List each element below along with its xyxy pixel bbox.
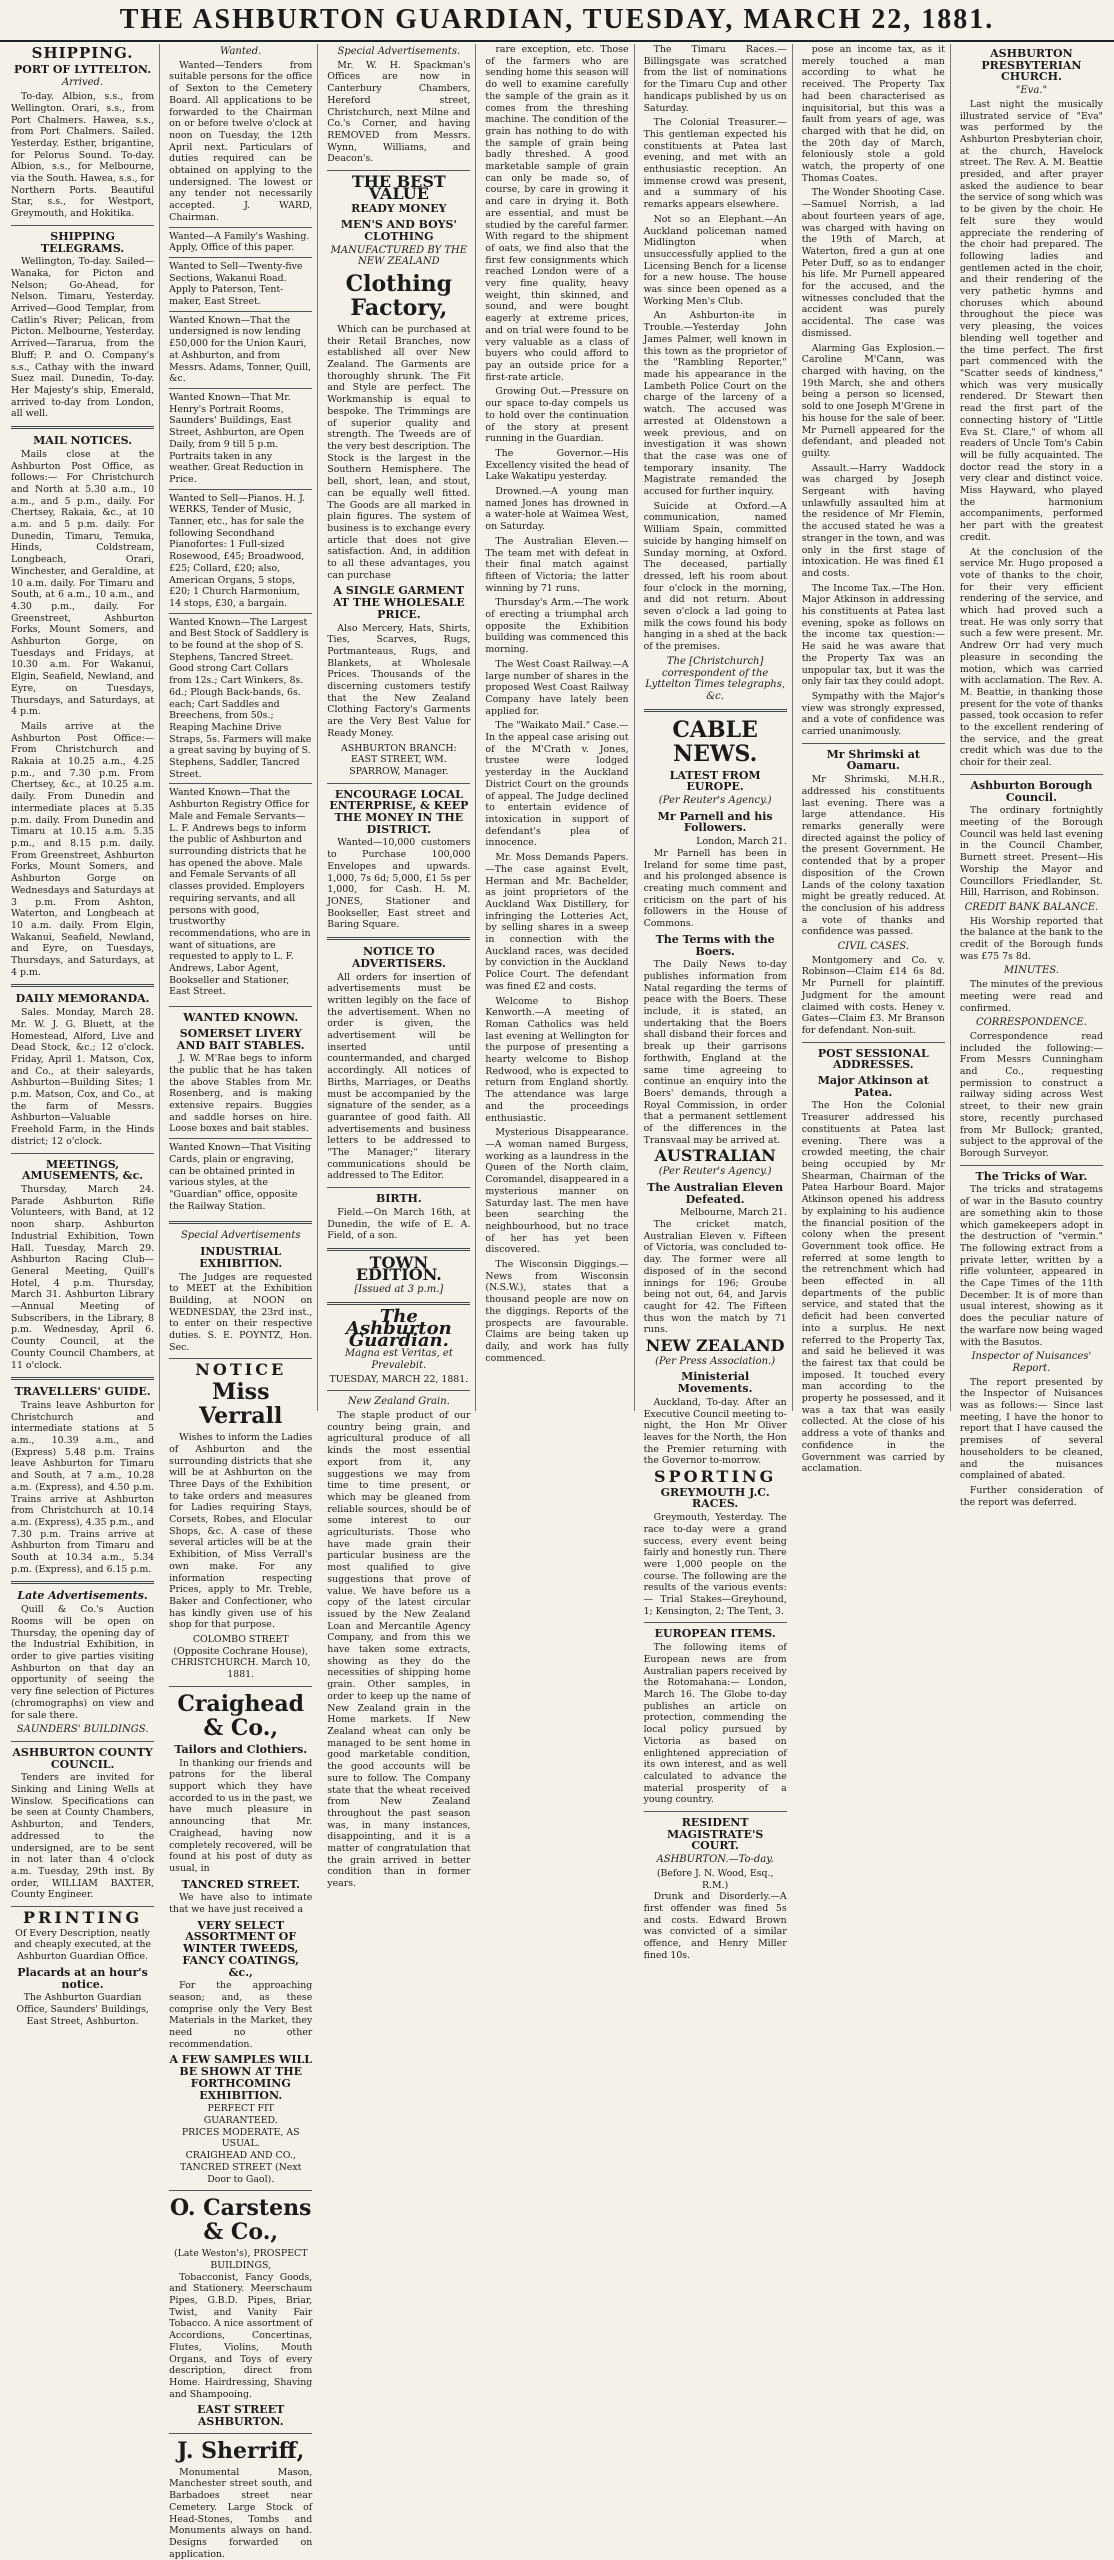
memoranda-text: Sales. Monday, March 28. Mr. W. J. G. Bluett, at the Homestead, Alford, Live and Dead Stock, &c.; 12 o'clock. Friday, April 1. Matson, Cox, and Co., at their saleyards, Ashburton—Building Sites; 1 p.m. Matson, Cox, and Co., at the farm of Messrs. Ashburton—Valuable Freehold Farm, in the Hinds district; 12 o'clock. (11, 1007, 155, 1147)
column-3 (322, 44, 476, 1890)
town-edition-heading: TOWN EDITION. (355, 1252, 442, 1284)
encourage-text: Wanted—10,000 customers to Purchase 100,000 Envelopes and upwards. 1,000, 7s 6d; 5,000, £1 5s per 1,000, for Cash. H. M. JONES, Stationer and Bookseller, East street and Baring Square. (327, 837, 471, 931)
meetings-text: Thursday, March 24. Parade Ashburton Rifle Volunteers, with Band, at 12 noon sharp. Ashburton Industrial Exhibition, Town Hall. Tuesday, March 29. Ashburton Racing Club—General Meeting, Quill's Hotel, 4 p.m. Thursday, March 31. Ashburton Library—Annual Meeting of Subscribers, in the Library, 8 p.m. Wednesday, April 6. County Council, at the County Council Chambers, at 11 o'clock. (11, 1183, 155, 1371)
atkinson-text: The Hon the Colonial Treasurer addressed his constituents at Patea last evening. There was a crowded meeting, the chair being occupied by Mr Shearman, Chairman of the Patea Harbour Board. Major Atkinson opened his address by explaining to his audience the financial position of the colony when the present Government took office. He referred at some length to the retrenchment which had been effected in all departments of the public service, and stated that the deficit had been converted into a surplus. He next referred to the Property Tax, and said he believed it was the fairest tax that could be imposed. It touched every man according to the property he possessed, and it was a tax that was easily collected. At the close of his address a vote of thanks and confidence in the Government was carried by acclamation. (801, 1100, 945, 1475)
nz-heading: NEW ZEALAND (645, 1336, 785, 1356)
divider (644, 1622, 787, 1623)
printing-heading: PRINTING (23, 1908, 143, 1928)
eleven-text: The cricket match, Australian Eleven v. Fifteen of Victoria, was concluded to-day. The former were all disposed of in the second innings for 196; Groube being not out, 64, and Jarvis caught for 42. The Fifteen thus won the match by 71 runs. (643, 1218, 787, 1336)
ministerial-heading: Ministerial Movements. (677, 1370, 753, 1396)
sessional-heading: POST SESSIONAL ADDRESSES. (817, 1046, 929, 1072)
church-heading: ASHBURTON PRESBYTERIAN CHURCH. (981, 47, 1082, 84)
factory-heading: Clothing Factory, (345, 270, 453, 321)
industrial-heading: INDUSTRIAL EXHIBITION. (199, 1245, 283, 1270)
australian-sub: (Per Reuter's Agency.) (658, 1166, 772, 1178)
birth-heading: BIRTH. (375, 1192, 422, 1206)
ready-money: READY MONEY (351, 202, 447, 216)
arrived-text: To-day. Albion, s.s., from Wellington. Orari, s.s., from Port Chalmers. Hawea, s.s., from Port Chalmers. Sailed. Yesterday. Esther, brigantine, for Pelorus Sound. To-day. Albion, s.s., for Melbourne, via the South. Hawea, s.s., for Northern Ports. Beautiful Star, s.s., for Westport, Greymouth, and Hokitika. (11, 91, 155, 220)
article-text: The Timaru Races.—Billingsgate was scratched from the list of nominations for the Timaru Cup and other handicaps published by us on Saturday. (643, 44, 787, 114)
minutes-text: The minutes of the previous meeting were read and confirmed. (959, 979, 1103, 1014)
carstens-sub: (Late Weston's), PROSPECT BUILDINGS, (173, 2248, 308, 2271)
travellers-heading: TRAVELLERS' GUIDE. (14, 1385, 151, 1399)
resident-text: Drunk and Disorderly.—A first offender was fined 5s and costs. Edward Brown was convicted of a similar offence, and Henry Miller fined 10s. (643, 1891, 787, 1961)
travellers-text: Trains leave Ashburton for Christchurch and intermediate stations at 5 a.m., 10.39 a.m., and (Express) 5.48 p.m. Trains leave Ashburton for Timaru and South, at 7 a.m., 10.28 a.m. (Express), and 4.50 p.m. Trains arrive at Ashburton from Christchurch at 10.14 a.m. (Express), 4.35 p.m., and 7.30 p.m. Trains arrive at Ashburton from Timaru and South at 10.34 a.m., 5.34 p.m. (Express), and 6.15 p.m. (11, 1399, 155, 1575)
divider (644, 709, 787, 712)
divider (327, 937, 470, 940)
council-text: Tenders are invited for Sinking and Lining Wells at Winslow. Specifications can be seen at County Chambers, Ashburton, and Tenders, addressed to the undersigned, are to be sent in not later than 4 o'clock a.m. Tuesday, 29th inst. By order, WILLIAM BAXTER, County Engineer. (11, 1772, 155, 1901)
verrall-heading: Miss Verrall (199, 1379, 283, 1430)
nz-sub: (Per Press Association.) (655, 1355, 776, 1367)
divider (327, 1248, 470, 1251)
shrimski-heading: Mr Shrimski at Oamaru. (826, 747, 920, 773)
correspondence-text: Correspondence read included the following:— From Messrs Cunningham and Co., requesting permission to construct a railway siding across West street, to their new grain store, recently purchased from Mr Bullock; granted, subject to the approval of the Borough Surveyor. (959, 1030, 1103, 1159)
eva-text-2: At the conclusion of the service Mr. Hugo proposed a vote of thanks to the choir, for their very efficient rendering of the service, and which had proved such a treat. He was only sorry that such a few were present. Mr. Andrew Orr had very much pleasure in seconding the motion, which was carried with acclamation. The Rev. A. M. Beattie, in thanking those present for the vote of thanks passed, took occasion to refer to the excellent rendering of the service, and the great credit which was due to the choir for their zeal. (959, 546, 1103, 769)
divider (11, 1906, 154, 1907)
column-2 (164, 44, 318, 2560)
divider (169, 2433, 312, 2434)
parnell-heading: Mr Parnell and his Followers. (657, 809, 773, 835)
notice-heading: NOTICE TO ADVERTISERS. (351, 945, 446, 970)
samples-text: A FEW SAMPLES WILL BE SHOWN AT THE FORTHCOMING EXHIBITION. (169, 2053, 312, 2102)
article-text: Mr. Moss Demands Papers.—The case against Evelt, Herman and Mr. Bachelder, as joint proprietors of the Auckland Wax Distillery, for infringing the Lotteries Act, by selling shares in a sweep in connection with the Auckland races, was decided by conviction in the Auckland Police Court. The defendant was fined £2 and costs. (485, 852, 629, 992)
craighead-sub: Tailors and Clothiers. (174, 1742, 308, 1756)
article-text: Alarming Gas Explosion.—Caroline M'Cann, was charged with having, on the 19th March, she and others being a person so licensed, sold to one Joseph M'Grene in his house for the sale of beer. Mr Purnell appeared for the defendant, and pleaded not guilty. (801, 342, 945, 459)
single-text: Also Mercery, Hats, Shirts, Ties, Scarves, Rugs, Portmanteaus, Rugs, and Blankets, at Wholesale Prices. Thousands of the discerning customers testify that the New Zealand Clothing Factory's Garments are the Very Best Value for Ready Money. (327, 622, 471, 739)
eleven-date: Melbourne, March 21. (679, 1207, 787, 1219)
spackman-text: Mr. W. H. Spackman's Offices are now in Canterbury Chambers, Hereford street, Christchurch, next Milne and Co.'s Corner, and having REMOVED from Messrs. Wynn, Williams, and Deacon's. (327, 59, 471, 165)
assortment-text: For the approaching season; and, as these comprise only the Very Best Materials in the Market, they need no other recommendation. (169, 1980, 313, 2050)
mens-clothing: MEN'S AND BOYS' CLOTHING (340, 218, 457, 243)
printing-text: Of Every Description, neatly and cheaply executed, at the Ashburton Guardian Office. (14, 1927, 152, 1963)
divider (327, 1187, 470, 1188)
telegrams-text: Wellington, To-day. Sailed—Wanaka, for Picton and Nelson; Go-Ahead, for Nelson. Timaru, Yesterday. Arrived—Good Templar, from Catlin's River; Pelican, from Picton. Melbourne, Yesterday. Arrived—Tararua, from the Bluff; P. and O. Company's s.s., Cathay with the inward Suez mail. Dunedin, To-day. Her Majesty's ship, Emerald, arrived to-day from London, all well. (11, 256, 155, 420)
masthead: THE ASHBURTON GUARDIAN, TUESDAY, MARCH 22, 1881. (0, 0, 1114, 42)
ad-visiting-cards: Wanted Known—That Visiting Cards, plain or engraving, can be obtained printed in various styles, at the "Guardian" office, opposite the Railway Station. (169, 1138, 312, 1215)
mail-text: Mails close at the Ashburton Post Office, as follows:— For Christchurch and North at 5.30 a.m., 10 a.m., and 5 p.m., daily. For Chertsey, Rakaia, &c., at 10 a.m. and 5 p.m. daily. For Dunedin, Timaru, Temuka, Hinds, Coldstream, Longbeach, Orari, Winchester, and Geraldine, at 10 a.m. daily. For Timaru and South, at 6 a.m., 10 a.m., and 4.30 p.m., daily. For Greenstreet, Ashburton Forks, Mount Somers, and Ashburton Gorge, on Tuesdays and Fridays, at 10.30 a.m. For Wakanui, Elgin, Seafield, Newland, and Eyre, on Tuesdays, Thursdays, and Saturdays, at 4 p.m. (11, 448, 155, 718)
divider (11, 984, 154, 987)
article-text: pose an income tax, as it merely touched a man according to what he received. The Property Tax had been characterised as inquisitorial, but this was a fault from years of age, was charged with that he did, on the 20th day of March, feloniously stole a gold watch, the property of one Thomas Coates. (801, 44, 945, 184)
verrall-text: Wishes to inform the Ladies of Ashburton and the surrounding districts that she will be at Ashburton on the Three Days of the Exhibition to take orders and measures for Ladies requiring Stays, Corsets, Robes, and Elocular Shops, &c. A case of these several articles will be at the Exhibition, of Miss Verrall's own make. For any information respecting Prices, apply to Mr. Treble, Baker and Confectioner, who has kindly given use of his shop for that purpose. (169, 1432, 313, 1631)
parnell-date: London, March 21. (696, 836, 787, 848)
late-heading: Late Advertisements. (17, 1589, 148, 1603)
columns (6, 44, 1108, 2560)
special-heading: Special Advertisements (180, 1230, 301, 1242)
carstens-address: EAST STREET ASHBURTON. (197, 2403, 285, 2429)
assortment-heading: VERY SELECT ASSORTMENT OF WINTER TWEEDS, FANCY COATINGS, &c., (182, 1918, 300, 1979)
divider (802, 1042, 945, 1043)
notice-heading: NOTICE (195, 1360, 287, 1380)
best-value-heading: THE BEST VALUE (351, 172, 446, 203)
divider (327, 1302, 470, 1305)
town-edition-sub: [Issued at 3 p.m.] (354, 1284, 444, 1296)
divider (644, 1811, 787, 1812)
ministerial-text: Auckland, To-day. After an Executive Council meeting to-night, the Hon Mr Oliver leaves for the North, the Hon the Premier returning with the Governor to-morrow. (643, 1396, 787, 1467)
council-heading: ASHBURTON COUNTY COUNCIL. (12, 1745, 153, 1771)
article-text: The Income Tax.—The Hon. Major Atkinson in addressing his constituents at Patea last evening, spoke as follows on the income tax question:— He said he was aware that the Property Tax was an unpopular tax, but it was the only fair tax they could adopt. (801, 582, 945, 688)
australian-heading: AUSTRALIAN (654, 1146, 776, 1166)
craighead-heading: Craighead & Co., (177, 1690, 305, 1741)
article-text: rare exception, etc. Those of the farmers who are sending home this season will do well to examine carefully the sample of the grain as it comes from the threshing machine. The condition of the grain has nothing to do with the sample of grain being badly threshed. A good marketable sample of grain can only be made so, of course, by care in growing it and care in drying it. Both are essential, and must be studied by the careful farmer. With regard to the shipment of oats, we find also that the first few consignments which reached London were of a very fine quality, heavy weight, thin skinned, and sound, and were bought eagerly at extreme prices, and on trial were found to be very valuable as a class of buyers who could afford to pay an outside price for a first-rate article. (485, 44, 629, 383)
livery-text: J. W. M'Rae begs to inform the public that he has taken the above Stables from Mr. Rosenberg, and is making extensive repairs. Buggies and saddle horses on hire. Loose boxes and bait stables. (169, 1053, 313, 1135)
ad-wanted-known-1: Wanted Known—That the undersigned is now lending £50,000 for the Union Kauri, at Ashburton, and from Messrs. Adams, Tonner, Quill, &c. (169, 311, 312, 388)
arrived-heading: Arrived. (62, 77, 104, 89)
civil-heading: CIVIL CASES. (837, 941, 909, 953)
article-text: The Colonial Treasurer.—This gentleman expected his constituents at Patea last evening, and met with an enthusiastic reception. An immense crowd was present, and a summary of his remarks appears elsewhere. (643, 117, 787, 211)
fine-print: The [Christchurch] correspondent of the Lyttelton Times telegraphs, &c. (645, 655, 786, 702)
article-text: Mysterious Disappearance.—A woman named Burgess, working as a laundress in the Queen of the North claim, Coromandel, disappeared in a mysterious manner on Saturday last. The men have been searching the neighbourhood, but no trace of her has yet been discovered. (485, 1127, 629, 1256)
memoranda-heading: DAILY MEMORANDA. (15, 992, 150, 1006)
grain-text: The staple product of our country being grain, and agricultural produce of all kinds the most essential export from it, any suggestions we may from time to time present, or which may be gleaned from reliable sources, should be of some interest to our agriculturists. Those who have made grain their particular business are the most qualified to give suggestions that prove of value. We have before us a copy of the latest circular issued by the New Zealand Loan and Mercantile Agency Company, and from this we have taken some extracts, showing as they do the necessities of shipping home grain. Other samples, in order to keep up the name of New Zealand grain in the Home markets. If New Zealand wheat can only be managed to be sent home in good marketable condition, the good accounts will be sure to follow. The Company state that the wheat received from New Zealand throughout the past season was, in many instances, disappointing, and it is a matter of congratulation that the grain arrived in better condition than in former years. (327, 1410, 471, 1890)
minutes-heading: MINUTES. (1003, 965, 1059, 977)
prices: PRICES MODERATE, AS USUAL. (181, 2126, 300, 2150)
divider (11, 1377, 154, 1380)
guardian-office: The Ashburton Guardian Office, Saunders' Buildings, East Street, Ashburton. (16, 1992, 149, 2027)
tancred-text: We have also to intimate that we have just received a (169, 1892, 313, 1916)
divider (327, 1390, 470, 1391)
borough-text: The ordinary fortnightly meeting of the Borough Council was held last evening in the Council Chamber, Burnett street. Present—His Worship the Mayor and Councillors Friedlander, St. Hill, Harrison, and Robinson. (959, 805, 1103, 899)
telegrams-heading: SHIPPING TELEGRAMS. (40, 229, 125, 255)
divider (960, 774, 1103, 775)
article-text: Thursday's Arm.—The work of erecting a triumphal arch opposite the Exhibition building was commenced this morning. (485, 597, 629, 656)
placards: Placards at an hour's notice. (17, 1965, 148, 1991)
saunders-label: SAUNDERS' BUILDINGS. (16, 1724, 149, 1736)
shipping-heading: SHIPPING. (31, 44, 134, 62)
perfect-fit: PERFECT FIT GUARANTEED. (203, 2103, 278, 2126)
divider (11, 1153, 154, 1154)
atkinson-heading: Major Atkinson at Patea. (817, 1074, 929, 1099)
resident-sub: ASHBURTON.—To-day. (656, 1854, 774, 1866)
manufactured-by: MANUFACTURED BY THE NEW ZEALAND (330, 244, 468, 268)
reuters-label: (Per Reuter's Agency.) (658, 795, 772, 807)
date-line: TUESDAY, MARCH 22, 1881. (329, 1373, 469, 1385)
ad-wanted-washing: Wanted—A Family's Washing. Apply, Office of this paper. (169, 227, 312, 257)
wanted-heading: Wanted. (220, 46, 262, 57)
column-5 (639, 44, 793, 1961)
divider (802, 743, 945, 744)
parnell-text: Mr Parnell has been in Ireland for some time past, and his prolonged absence is creating much comment and criticism on the part of his followers in the House of Commons. (643, 847, 787, 930)
factory-text: Which can be purchased at their Retail Branches, now established all over New Zealand. The Garments are thoroughly shrunk. The Fit and Style are perfect. The Workmanship is equal to bespoke. The Trimmings are of superior quality and strength. The Tweeds are of the very best description. The Stock is the largest in the Southern Hemisphere. The bell, short, lean, and stout, can be equally well fitted. The Goods are all marked in plain figures. The system of business is to exchange every article that does not give satisfaction. And, in addition to all these advantages, you can purchase (327, 323, 471, 581)
mail-text-2: Mails arrive at the Ashburton Post Office:— From Christchurch and Rakaia at 10.25 a.m., 4.25 p.m., and 7.30 p.m. From Chertsey, &c., at 10.25 a.m. daily. From Dunedin and intermediate places at 5.35 p.m. daily. From Dunedin and Timaru at 10.15 a.m. 5.35 p.m., and 8.15 p.m. daily. From Greenstreet, Ashburton Forks, Mount Somers, and Ashburton Gorge on Wednesdays and Saturdays at 3 p.m. From Ashton, Waterton, and Longbeach at 10 a.m. daily. From Elgin, Wakanui, Seafield, Newland, and Eyre, on Tuesdays, Thursdays, and Saturdays, at 4 p.m. (11, 720, 155, 978)
article-text: Growing Out.—Pressure on our space to-day compels us to hold over the continuation of the story at present running in the Guardian. (485, 386, 629, 445)
divider (327, 783, 470, 784)
mail-heading: MAIL NOTICES. (33, 434, 133, 448)
article-text: Not so an Elephant.—An Auckland policeman named Midlington when unsuccessfully applied to the Licensing Bench for a license for a new house. The house was since been opened as a Working Men's Club. (643, 213, 787, 307)
motto: Magna est Veritas, et Prevalebit. (344, 1348, 453, 1371)
late-text: Quill & Co.'s Auction Rooms will be open on Thursday, the opening day of the Industrial Exhibition, in order to give parties visiting Ashburton on that day an opportunity of seeing the very fine selection of Pictures (chromographs) on view and for sale there. (11, 1604, 155, 1721)
ad-wanted-sections: Wanted to Sell—Twenty-five Sections, Wakanui Road. Apply to Paterson, Tent-maker, East Street. (169, 257, 312, 311)
single-garment: A SINGLE GARMENT AT THE WHOLESALE PRICE. (332, 584, 465, 621)
colombo-text: COLOMBO STREET (Opposite Cochrane House), CHRISTCHURCH. March 10, 1881. (171, 1634, 311, 1681)
borough-heading: Ashburton Borough Council. (970, 778, 1093, 804)
tancred-heading: TANCRED STREET. (181, 1877, 300, 1891)
shrimski-text: Mr Shrimski, M.H.R., addressed his constituents last evening. There was a large attendance. His remarks generally were directed against the policy of the present Government. He contended that by a proper disposition of the Crown Lands of the colony taxation might be greatly reduced. At the conclusion of his address a vote of thanks and confidence was passed. (801, 774, 945, 938)
divider (11, 426, 154, 429)
resident-before: (Before J. N. Wood, Esq., R.M.) (656, 1867, 774, 1891)
meetings-heading: MEETINGS, AMUSEMENTS, &c. (22, 1157, 144, 1183)
encourage-heading: ENCOURAGE LOCAL ENTERPRISE, & KEEP THE MONEY IN THE DISTRICT. (329, 787, 469, 836)
livery-heading: SOMERSET LIVERY AND BAIT STABLES. (176, 1026, 305, 1052)
article-text: An Ashburton-ite in Trouble.—Yesterday John James Palmer, well known in this town as the proprietor of the "Rambling Reporter," made his appearance in the Lambeth Police Court on the charge of the larceny of a watch. The accused was arrested at Oldenstown a week previous, and on investigation it was shown that the case was one of temporary insanity. The Magistrate remanded the accused for further inquiry. (643, 310, 787, 498)
article-text: The Wonder Shooting Case.—Samuel Norrish, a lad about fourteen years of age, was charged with having on the 19th of March, at Waterton, fired a gun at one Peter Duff, so as to endanger his life. Mr Purnell appeared for the accused, and the witnesses concluded that the accident was purely accidental. The case was dismissed. (801, 187, 945, 339)
nuisances-text: The report presented by the Inspector of Nuisances was as follows:— Since last meeting, I have the honor to report that I have caused the premises of several householders to be cleaned, and the nuisances complained of abated. (959, 1376, 1103, 1482)
branch-text: ASHBURTON BRANCH: EAST STREET, WM. SPARROW, Manager. (341, 742, 457, 777)
divider (11, 225, 154, 226)
sporting-heading: SPORTING (654, 1467, 777, 1487)
article-text: Welcome to Bishop Kenworth.—A meeting of Roman Catholics was held last evening at Wellington for the purpose of presenting a hearty welcome to Bishop Redwood, who is expected to return from England shortly. The attendance was large and the proceedings enthusiastic. (485, 995, 629, 1124)
divider (11, 1741, 154, 1742)
boers-text: The Daily News to-day publishes information from Natal regarding the terms of peace with the Boers. These include, it is stated, an undertaking that the Boers shall disband their forces and break up their garrisons forthwith, England at the same time agreeing to continue an enquiry into the Boers' demands, through a Royal Commission, in order that a permanent settlement of the differences in the Transvaal may be arrived at. (643, 959, 787, 1146)
nuisances-heading: Inspector of Nuisances' Report. (971, 1351, 1092, 1374)
divider (960, 1165, 1103, 1166)
credit-text: His Worship reported that the balance at the bank to the credit of the Borough funds was £75 7s 8d. (959, 915, 1103, 962)
cable-news-heading: CABLE NEWS. (672, 716, 758, 767)
article-text: Assault.—Harry Waddock was charged by Joseph Sergeant with having unlawfully assaulted him at the residence of Mr Flemin, the accused stated he was a stranger in the town, and was only in the first stage of intoxication. He was fined £1 and costs. (801, 462, 945, 579)
craighead-text: In thanking our friends and patrons for the liberal support which they have accorded to us in the past, we have much pleasure in announcing that Mr. Craighead, having now completely recovered, will be found at his post of duty as usual, in (169, 1757, 313, 1874)
divider (169, 1221, 312, 1224)
column-4 (480, 44, 634, 1411)
closing-text: Further consideration of the report was deferred. (959, 1484, 1103, 1508)
industrial-text: The Judges are requested to MEET at the Exhibition Building, at NOON on WEDNESDAY, the 23rd inst., to enter on their respective duties. S. E. POYNTZ, Hon. Sec. (169, 1271, 313, 1353)
eleven-heading: The Australian Eleven Defeated. (647, 1180, 784, 1206)
eva-text: Last night the musically illustrated service of "Eva" was performed by the Ashburton Presbyterian choir, at the church, Havelock street. The Rev. A. M. Beattie presided, and after prayer asked the audience to bear the service of song which was to be given by the choir. He felt sure they would appreciate the rendering of the choir had prepared. The following ladies and gentlemen acted in the choir, and their rendering of the very pathetic hymns and choruses which abound throughout the piece was very pleasing, the voices blending well together and the time perfect. The first part commenced with the "Scatter seeds of kindness," which was very musically rendered. Dr Stewart then read the first part of the connecting history of "Little Eva St. Clare," of whom all readers of Uncle Tom's Cabin will be fully acquainted. The doctor read the story in a very clear and distinct voice. Miss Hayward, who played the harmonium accompaniments, performed her part with the greatest credit. (959, 98, 1103, 543)
european-text: The following items of European news are from Australian papers received by the Rotomahana:— London, March 16. The Globe to-day publishes an article on protection, commending the local policy pursued by Victoria as based on enlightened appreciation of its own interest, and as well calculated to advance the material prosperity of a young country. (643, 1642, 787, 1806)
carstens-text: Tobacconist, Fancy Goods, and Stationery. Meerschaum Pipes, G.B.D. Pipes, Briar, Twist, and Vanity Fair Tobacco. A nice assortment of Accordions, Concertinas, Flutes, Violins, Mouth Organs, and Toys of every description, direct from Home. Hairdressing, Shaving and Shampooing. (169, 2271, 313, 2400)
resident-heading: RESIDENT MAGISTRATE'S COURT. (666, 1816, 764, 1853)
ad-wanted-pianos: Wanted to Sell—Pianos. H. J. WERKS, Tender of Music, Tanner, etc., has for sale the following Secondhand Pianofortes: 1 Full-sized Rosewood, £45; Broadwood, £25; Collard, £20; also, American Organs, 5 stops, £20; 1 Church Harmonium, 14 stops, £30, a bargain. (169, 489, 312, 613)
paper-title: The Ashburton Guardian. (345, 1306, 452, 1351)
craighead-address: CRAIGHEAD AND CO., TANCRED STREET (Next Door to Gaol). (180, 2150, 302, 2185)
divider (169, 2190, 312, 2191)
tricks-heading: The Tricks of War. (975, 1169, 1088, 1183)
divider (169, 1358, 312, 1359)
civil-text: Montgomery and Co. v. Robinson—Claim £14 6s 8d. Mr Purnell for plaintiff. Judgment for the amount claimed with costs. Heney v. Gates—Claim £3. Mr Branson for defendant. Non-suit. (801, 954, 945, 1036)
article-text: The West Coast Railway.—A large number of shares in the proposed West Coast Railway Company have lately been applied for. (485, 658, 629, 717)
ad-wanted-sexton: Wanted—Tenders from suitable persons for the office of Sexton to the Cemetery Board. All applications to be forwarded to the Chairman on or before twelve o'clock at noon on Tuesday, the 12th April next. Particulars of duties required can be obtained on applying to the undersigned. The lowest or any tender not necessarily accepted. J. WARD, Chairman. (169, 59, 313, 223)
european-heading: EUROPEAN ITEMS. (654, 1627, 776, 1641)
birth-text: Field.—On March 16th, at Dunedin, the wife of E. A. Field, of a son. (327, 1206, 471, 1242)
latest-europe: LATEST FROM EUROPE. (669, 768, 761, 794)
grain-heading: New Zealand Grain. (347, 1396, 450, 1408)
divider (11, 1581, 154, 1584)
column-7 (955, 44, 1108, 1508)
sherriff-heading: J. Sherriff, (177, 2437, 305, 2464)
column-1 (6, 44, 160, 2027)
article-text: Suicide at Oxford.—A communication, named William Spain, committed suicide by hanging himself on Sunday morning, at Oxford. The deceased, partially dressed, left his room about four o'clock in the morning, and did not return. About seven o'clock a lad going to milk the cows found his body hanging in a shed at the back of the premises. (643, 500, 787, 653)
credit-heading: CREDIT BANK BALANCE. (964, 901, 1099, 913)
divider (169, 1006, 312, 1007)
divider (169, 1686, 312, 1687)
notice-text: All orders for insertion of advertisements must be written legibly on the face of the advertisement. When no order is given, the advertisement will be inserted until countermanded, and charged accordingly. All notices of Births, Marriages, or Deaths must be accompanied by the signature of the sender, as a guarantee of good faith. All advertisements and business letters to be addressed to "The Manager;" literary communications should be addressed to The Editor. (327, 971, 471, 1182)
divider (327, 170, 470, 171)
boers-heading: The Terms with the Boers. (655, 932, 775, 958)
special-heading: Special Advertisements. (337, 46, 461, 57)
wanted-known-heading: WANTED KNOWN. (183, 1011, 299, 1025)
article-text: The Wisconsin Diggings.—News from Wisconsin (N.S.W.), states that a thousand people are now on the diggings. Reports of the prospects are favourable. Claims are being taken up daily, and work has fully commenced. (485, 1259, 629, 1364)
article-text: The "Waikato Mail." Case.—In the appeal case arising out of the M'Crath v. Jones, trustee were lodged yesterday in the Auckland District Court on the grounds of appeal. The Judge declined to entertain evidence of intoxication in support of defendant's plea of innocence. (485, 720, 629, 849)
article-text: The Australian Eleven.—The team met with defeat in their final match against fifteen of Victoria; the latter winning by 71 runs. (485, 535, 629, 594)
ad-wanted-registry: Wanted Known—That the Ashburton Registry Office for Male and Female Servants—L. F. Andrews begs to inform the public of Ashburton and surrounding districts that he has opened the above. Male and Female Servants of all classes provided. Employers requiring servants, and all persons with good, trustworthy recommendations, who are in want of situations, are requested to apply to L. F. Andrews, Labor Agent, Bookseller and Stationer, East Street. (169, 783, 312, 1001)
carstens-heading: O. Carstens & Co., (169, 2195, 312, 2246)
correspondence-heading: CORRESPONDENCE. (975, 1017, 1087, 1029)
ad-wanted-portraits: Wanted Known—That Mr. Henry's Portrait Rooms, Saunders' Buildings, East Street, Ashburton, are Open Daily, from 9 till 5 p.m. Portraits taken in any weather. Great Reduction in Price. (169, 388, 312, 489)
article-text: The Governor.—His Excellency visited the head of Lake Wakatipu yesterday. (485, 447, 629, 483)
sherriff-text: Monumental Mason, Manchester street south, and Barbadoes street near Cemetery. Large Stock of Head-Stones, Tombs and Monuments always on hand. Designs forwarded on application. (169, 2466, 313, 2560)
article-text: Drowned.—A young man named Jones has drowned in a water-hole at Waimea West, on Saturday. (485, 486, 629, 533)
column-6 (797, 44, 951, 1475)
article-text: Sympathy with the Major's view was strongly expressed, and a vote of confidence was carried unanimously. (801, 690, 945, 738)
greymouth-text: Greymouth, Yesterday. The race to-day were a grand success, every event being fairly and honestly run. There were 1,000 people on the course. The following are the results of the various events:— Trial Stakes—Greyhound, 1; Kensington, 2; The Tent, 3. (643, 1512, 787, 1617)
tricks-text: The tricks and stratagems of war in the Basuto country are something akin to those which gamekeepers adopt in the destruction of "vermin." The following extract from a private letter, written by a rifle volunteer, appeared in the Cape Times of the 11th December. It is of more than usual interest, showing as it does the peculiar nature of the warfare now being waged with the Basutos. (959, 1184, 1103, 1348)
greymouth-heading: GREYMOUTH J.C. RACES. (660, 1485, 770, 1511)
eva-heading: "Eva." (1015, 85, 1048, 97)
port-heading: PORT OF LYTTELTON. (14, 62, 152, 76)
ad-wanted-saddlery: Wanted Known—The Largest and Best Stock of Saddlery is to be found at the shop of S. Stephens, Tancred Street. Good strong Cart Collars from 12s.; Cart Winkers, 8s. 6d.; Plough Back-bands, 6s. each; Cart Saddles and Breechens, from 50s.; Reaping Machine Drive Straps, 5s. Farmers will make a great saving by buying of S. Stephens, Saddler, Tancred Street. (169, 613, 312, 784)
